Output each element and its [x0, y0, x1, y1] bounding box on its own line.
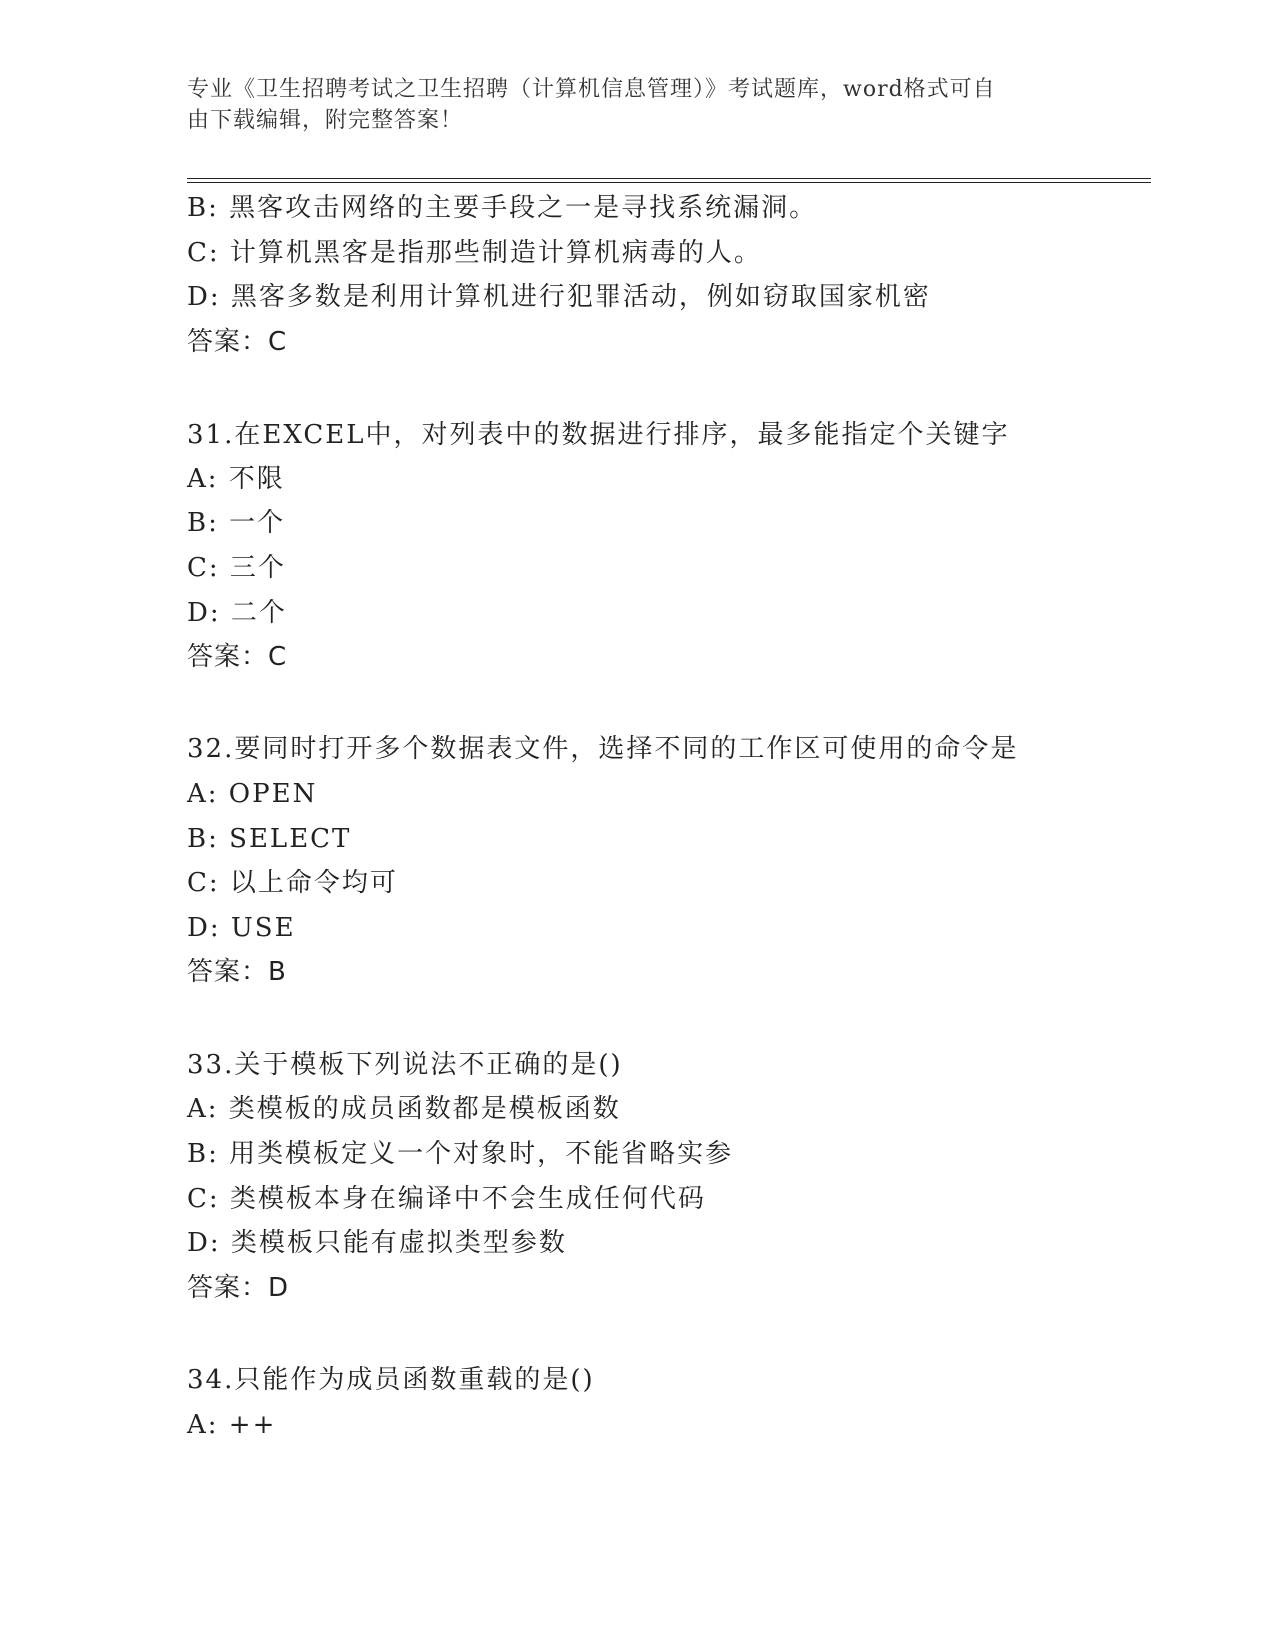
q32-option-a: A: OPEN [187, 779, 318, 809]
q31-option-b: B: 一个 [187, 508, 286, 538]
q31-option-a: A: 不限 [187, 464, 285, 494]
q31-option-d: D: 二个 [187, 598, 287, 628]
q32-answer: 答案：B [187, 957, 287, 987]
q31-question: 31.在EXCEL中，对列表中的数据进行排序，最多能指定个关键字 [187, 420, 1010, 450]
q33-option-a: A: 类模板的成员函数都是模板函数 [187, 1094, 621, 1124]
q34-option-a: A: ++ [187, 1410, 277, 1440]
q33-option-b: B: 用类模板定义一个对象时，不能省略实参 [187, 1139, 734, 1169]
q33-option-c: C: 类模板本身在编译中不会生成任何代码 [187, 1184, 706, 1214]
q33-question: 33.关于模板下列说法不正确的是() [187, 1050, 623, 1080]
q32-option-c: C: 以上命令均可 [187, 868, 398, 898]
q33-option-d: D: 类模板只能有虚拟类型参数 [187, 1228, 567, 1258]
q34-question: 34.只能作为成员函数重载的是() [187, 1365, 595, 1395]
q30-answer: 答案：C [187, 327, 288, 357]
q30-option-b: B: 黑客攻击网络的主要手段之一是寻找系统漏洞。 [187, 193, 818, 223]
q31-answer: 答案：C [187, 642, 288, 672]
q32-option-d: D: USE [187, 913, 296, 943]
q33-answer: 答案：D [187, 1273, 290, 1303]
q30-option-d: D: 黑客多数是利用计算机进行犯罪活动，例如窃取国家机密 [187, 282, 931, 312]
header-title-line-2: 由下载编辑，附完整答案！ [187, 108, 464, 133]
q32-option-b: B: SELECT [187, 824, 352, 854]
q32-question: 32.要同时打开多个数据表文件，选择不同的工作区可使用的命令是 [187, 734, 1019, 764]
header-divider [187, 178, 1151, 183]
q30-option-c: C: 计算机黑客是指那些制造计算机病毒的人。 [187, 238, 762, 268]
header-title-line-1: 专业《卫生招聘考试之卫生招聘（计算机信息管理）》考试题库，word格式可自 [187, 77, 996, 102]
document-header [187, 74, 1067, 136]
q31-option-c: C: 三个 [187, 553, 286, 583]
